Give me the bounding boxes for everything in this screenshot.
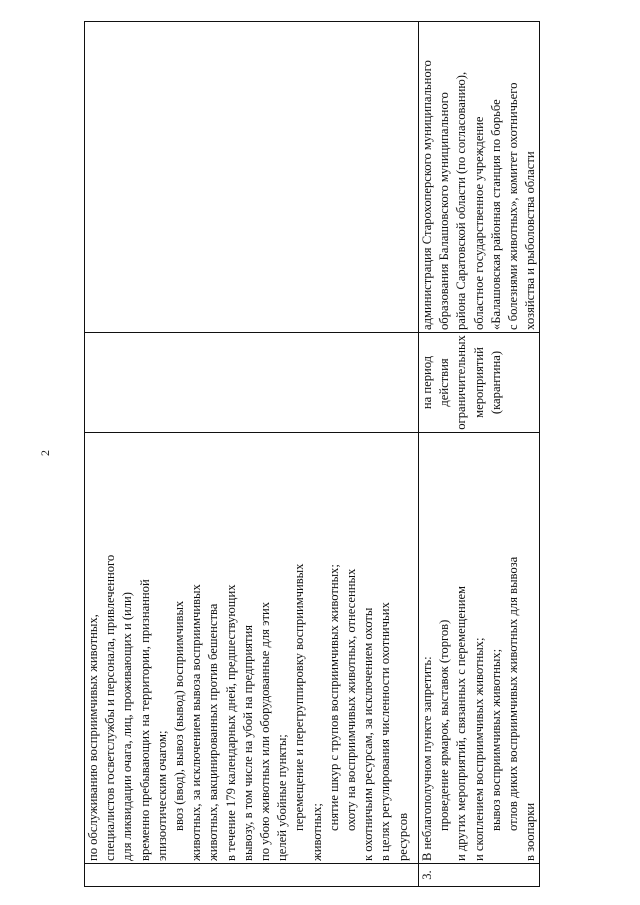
measures-text-cell — [419, 433, 540, 864]
table-row-3 — [419, 22, 540, 887]
text-line: вывоз восприимчивых животных; — [488, 648, 503, 831]
text-line: животных, вакцинированных против бешенства — [206, 603, 221, 861]
text-line: в течение 179 календарных дней, предшествующих — [223, 584, 238, 861]
table-row-continuation — [85, 22, 419, 887]
text-line: района Саратовской области (по согласованию), — [454, 71, 469, 330]
text-line: охоту на восприимчивых животных, отнесенных — [344, 568, 359, 831]
text-line: перемещение и перегруппировку восприимчивых — [292, 563, 307, 831]
text-line: и скоплением восприимчивых животных; — [471, 637, 486, 861]
text-line: специалистов госветслужбы и персонала, привлеченного — [103, 554, 118, 861]
text-line: образования Балашовского муниципального — [437, 92, 452, 330]
text-line: животных, за исключением вывоза восприимчивых — [189, 584, 204, 861]
text-line: вывозу, в том числе на убой на предприятия — [240, 624, 255, 861]
text-line: областное государственное учреждение — [471, 116, 486, 330]
text-line: ввоз (ввод), вывоз (вывод) восприимчивых — [172, 600, 187, 831]
text-line: временно пребывающих на территории, признанной — [137, 579, 152, 861]
text-line: для ликвидации очага, лиц, проживающих и (или) — [120, 592, 135, 861]
term-cell — [85, 333, 419, 433]
responsible-cell — [419, 22, 540, 333]
text-line: по убою животных или оборудованные для этих — [258, 601, 273, 861]
text-line: животных; — [309, 803, 324, 861]
text-line: эпизоотическим очагом; — [154, 730, 169, 861]
text-line: проведение ярмарок, выставок (торгов) — [437, 619, 452, 831]
text-line: действия — [437, 358, 452, 407]
text-line: в зоопарки — [523, 802, 538, 861]
text-line: мероприятий — [471, 347, 486, 418]
text-line: в целях регулирования численности охотничьих — [378, 602, 393, 861]
text-line: ограничительных — [454, 335, 469, 430]
text-line: «Балашовская районная станция по борьбе — [488, 99, 503, 330]
row-number-cell — [85, 864, 419, 887]
text-line: на период — [420, 355, 434, 410]
responsible-cell — [85, 22, 419, 333]
text-line: целей убойные пункты; — [275, 734, 290, 861]
text-line: (карантина) — [488, 350, 503, 415]
text-line: хозяйства и рыболовства области — [523, 151, 538, 330]
text-line: с болезнями животных», комитет охотничьего — [506, 82, 521, 330]
page-number: 2 — [38, 450, 52, 456]
text-line: администрация Старохоперского муниципального — [420, 60, 434, 330]
measures-text-cell — [85, 433, 419, 864]
text-line: ресурсов — [395, 812, 410, 861]
term-cell — [419, 333, 540, 433]
measures-table — [84, 21, 540, 887]
text-line: по обслуживанию восприимчивых животных, — [86, 614, 100, 861]
text-line: отлов диких восприимчивых животных для вывоза — [506, 556, 521, 831]
text-line: к охотничьим ресурсам, за исключением охоты — [361, 607, 376, 861]
text-line: и других мероприятий, связанных с перемещением — [454, 585, 469, 861]
rotated-table-wrapper — [84, 42, 538, 887]
row-number-cell: 3. — [419, 864, 540, 887]
text-line: В неблагополучном пункте запретить: — [420, 656, 434, 861]
text-line: снятие шкур с трупов восприимчивых животных; — [326, 564, 341, 831]
